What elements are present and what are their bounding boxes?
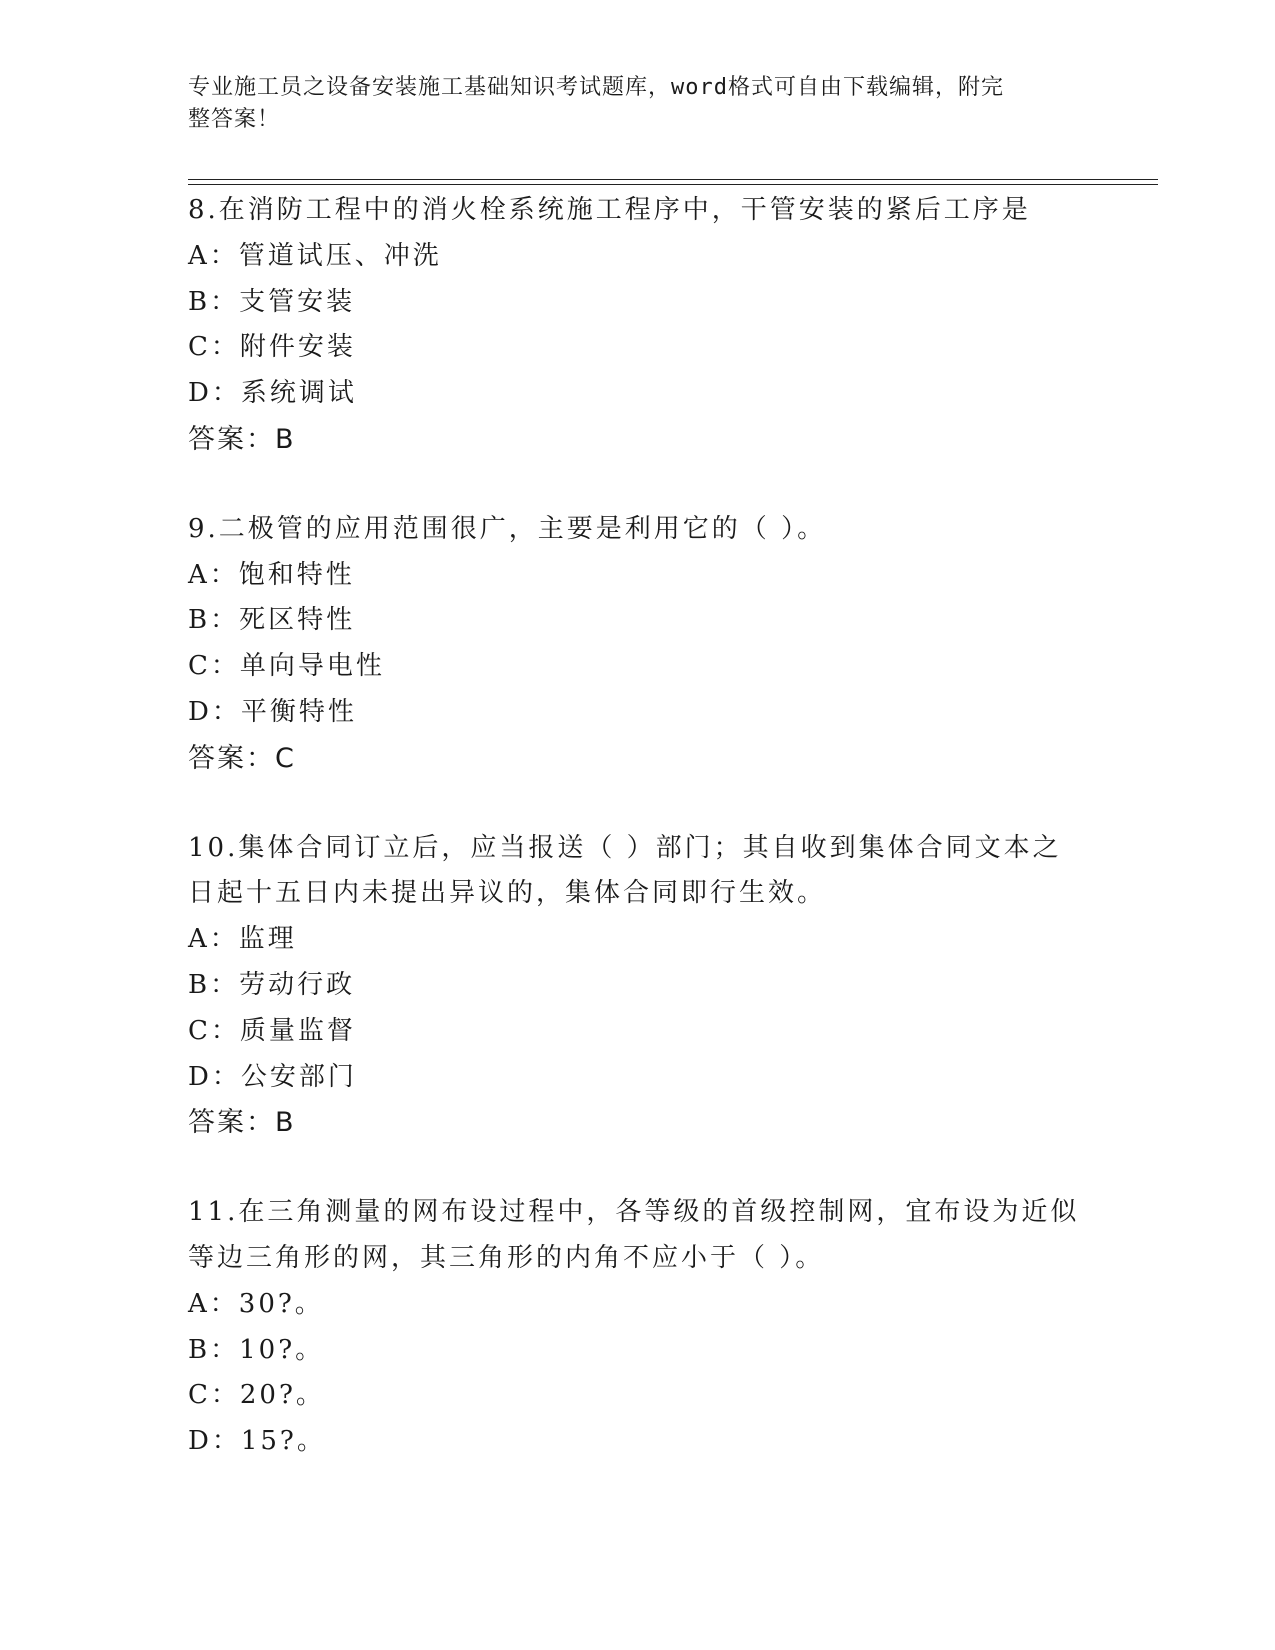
option-a: A：饱和特性 — [188, 559, 355, 590]
option-d: D：公安部门 — [188, 1061, 357, 1092]
question-8 — [188, 188, 1088, 463]
question-text: 11.在三角测量的网布设过程中，各等级的首级控制网，宜布设为近似 — [188, 1197, 1080, 1228]
option-c: C：单向导电性 — [188, 651, 385, 682]
option-b: B：支管安装 — [188, 286, 356, 317]
question-list — [188, 188, 1088, 1509]
option-b: B：劳动行政 — [188, 969, 356, 1000]
question-10 — [188, 826, 1088, 1147]
answer-label: 答案：B — [188, 423, 296, 455]
option-c: C：20?。 — [188, 1380, 325, 1411]
question-9 — [188, 507, 1088, 782]
option-d: D：平衡特性 — [188, 696, 357, 727]
question-text: 10.集体合同订立后，应当报送（ ）部门；其自收到集体合同文本之 — [188, 832, 1062, 863]
option-d: D：15?。 — [188, 1426, 326, 1457]
answer-label: 答案：B — [188, 1107, 296, 1139]
document-header — [188, 72, 1068, 136]
option-a: A：30?。 — [188, 1288, 324, 1319]
question-11 — [188, 1190, 1088, 1465]
option-d: D：系统调试 — [188, 378, 357, 409]
option-a: A：管道试压、冲洗 — [188, 240, 442, 271]
header-line-1: 专业施工员之设备安装施工基础知识考试题库，word格式可自由下载编辑，附完 — [188, 75, 1004, 100]
option-b: B：10?。 — [188, 1334, 325, 1365]
option-a: A：监理 — [188, 924, 297, 955]
question-text-continued: 等边三角形的网，其三角形的内角不应小于（ ）。 — [188, 1242, 825, 1273]
header-line-2: 整答案！ — [188, 107, 281, 132]
question-text-continued: 日起十五日内未提出异议的，集体合同即行生效。 — [188, 878, 827, 909]
option-c: C：附件安装 — [188, 332, 356, 363]
option-b: B：死区特性 — [188, 605, 356, 636]
answer-label: 答案：C — [188, 742, 296, 774]
option-c: C：质量监督 — [188, 1015, 356, 1046]
header-divider-bottom — [188, 184, 1158, 185]
header-divider-top — [188, 179, 1158, 180]
question-text: 9.二极管的应用范围很广，主要是利用它的（ ）。 — [188, 513, 827, 544]
question-text: 8.在消防工程中的消火栓系统施工程序中，干管安装的紧后工序是 — [188, 195, 1031, 225]
